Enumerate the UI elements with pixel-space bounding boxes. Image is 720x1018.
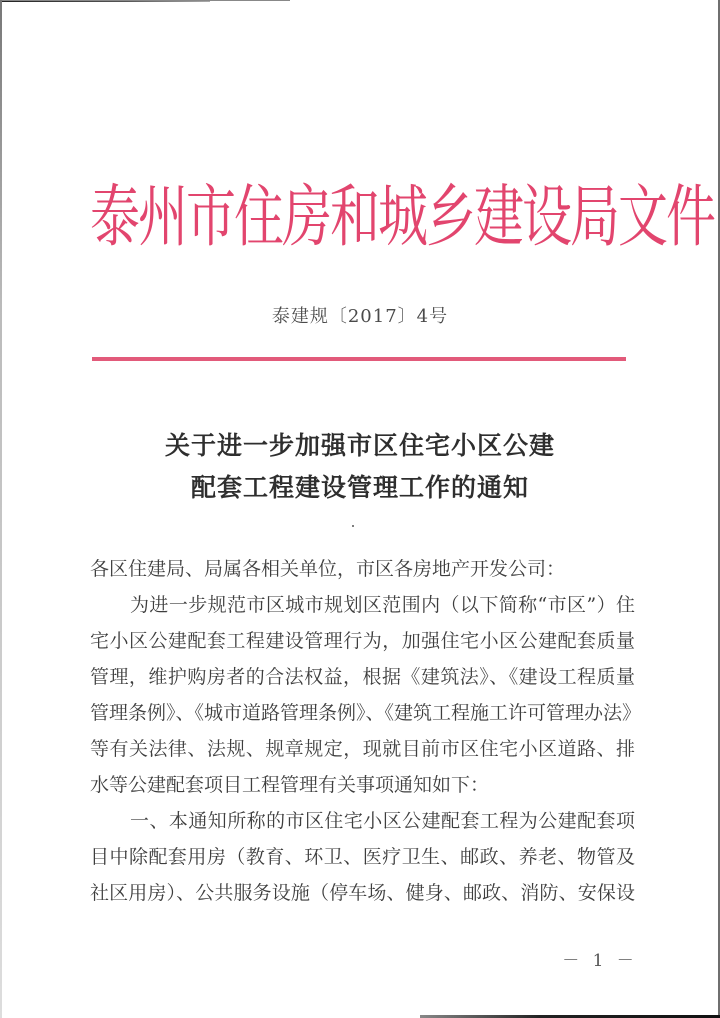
body-line: 社区用房）、公共服务设施（停车场、健身、邮政、消防、安保设	[90, 882, 635, 904]
masthead-title: 泰州市住房和城乡建设局文件	[90, 177, 714, 257]
body-line: 管理，维护购房者的合法权益，根据《建筑法》、《建设工程质量	[90, 666, 635, 688]
page-number: － 1 －	[562, 951, 638, 971]
stray-dot-mark	[352, 525, 354, 527]
document-number: 泰建规〔2017〕4号	[271, 306, 449, 327]
body-line: 宅小区公建配套工程建设管理行为，加强住宅小区公建配套质量	[90, 630, 635, 652]
body-line: 水等公建配套项目工程管理有关事项通知如下：	[90, 774, 490, 796]
salutation-line: 各区住建局、局属各相关单位，市区各房地产开发公司：	[90, 558, 566, 580]
body-line: 目中除配套用房（教育、环卫、医疗卫生、邮政、养老、物管及	[90, 846, 635, 868]
body-line: 等有关法律、法规、规章规定，现就目前市区住宅小区道路、排	[90, 738, 635, 760]
scan-edge-top-thin	[0, 0, 290, 1]
body-line: 一、本通知所称的市区住宅小区公建配套工程为公建配套项	[130, 810, 635, 832]
scan-edge-left	[0, 0, 2, 1018]
red-divider-rule	[92, 357, 626, 361]
document-title-line-1: 关于进一步加强市区住宅小区公建	[164, 431, 555, 460]
body-line: 为进一步规范市区城市规划区范围内（以下简称“市区”）住	[130, 594, 635, 616]
document-title-line-2: 配套工程建设管理工作的通知	[190, 473, 529, 502]
body-line: 管理条例》、《城市道路管理条例》、《建筑工程施工许可管理办法》	[90, 702, 642, 724]
document-body	[90, 551, 642, 911]
